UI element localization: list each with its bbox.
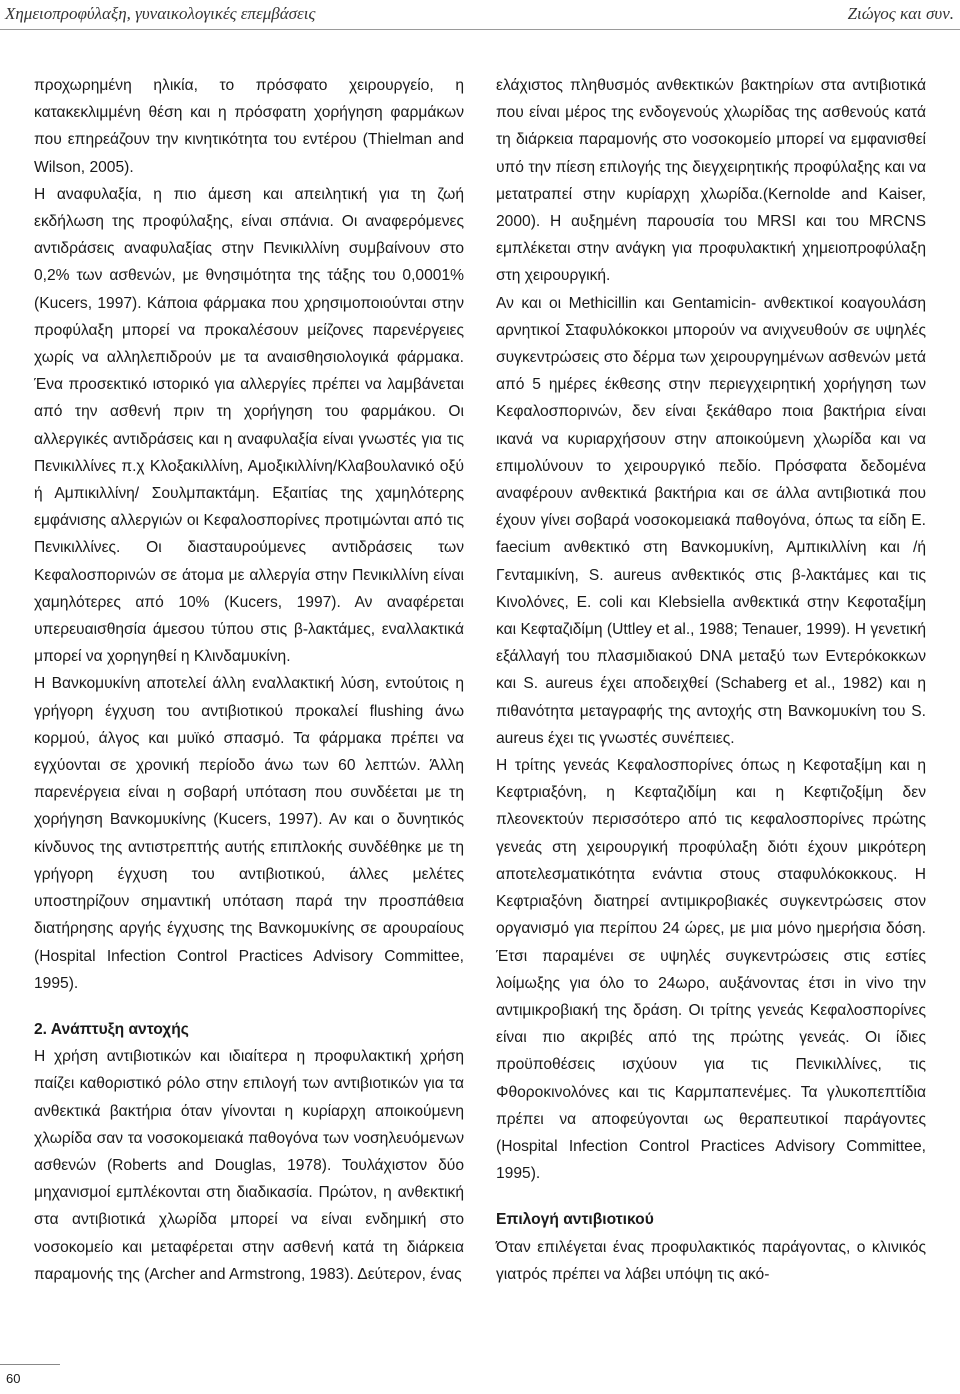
left-paragraph-3: Η Βανκομυκίνη αποτελεί άλλη εναλλακτική λύση, εντούτοις η γρήγορη έγχυση του αντιβιοτικού προκαλεί flushing άνω κορμού, άλγος και μυϊκό σπασμό. Τα φάρμακα πρέπει να εγχύονται σε χρονική περίοδο άνω των 60 λεπτών. Άλλη παρενέργεια είναι η σοβαρή υπόταση που συνδέεται με τη χορήγηση Βανκομυκίνης (Kucers, 1997). Αν και ο δυνητικός κίνδυνος της αντιστρεπτής αυτής επιπλοκής συνδέθηκε με τη γρήγορη έγχυση του αντιβιοτικού, άλλες μελέτες υποστηρίζουν σημαντική υπόταση παρά την προσπάθεια διατήρησης αργής έγχυσης της Βανκομυκίνης σε αρουραίους (Hospital Infection Control Practices Advisory Committee, 1995). xyxy=(34,675,464,992)
header-rule xyxy=(0,29,960,30)
right-paragraph-2: Αν και οι Methicillin και Gentamicin- ανθεκτικοί κοαγουλάση αρνητικοί Σταφυλόκοκκοι μπορούν να ανιχνευθούν σε υψηλές συγκεντρώσεις στο δέρμα των χειρουργημένων ασθενών μετά από 5 ημέρες έκθεσης στην περιεγχειρητική χορήγηση των Κεφαλοσπορινών, δεν είναι ξεκάθαρο ποια βακτήρια είναι ικανά να κυριαρχήσουν στην αποικούμενη χλωρίδα και να επιμολύνουν το χειρουργικό πεδίο. Πρόσφατα δεδομένα αναφέρουν ανθεκτικά βακτήρια και σε άλλα αντιβιοτικά που έχουν γίνει σοβαρά νοσοκομειακά παθογόνα, όπως τα είδη E. faecium ανθεκτικό στη Βανκομυκίνη, Αμπικιλλίνη και /ή Γενταμικίνη, S. aureus ανθεκτικός στις β-λακτάμες και τις Κινολόνες, E. coli και Klebsiella ανθεκτικά στην Κεφοταξίμη και Κεφταζιδίμη (Uttley et al., 1988; Tenauer, 1999). Η γενετική εξάλλαγή του πλασμιδιακού DNA μεταξύ των Εντερόκοκκων και S. aureus έχει αποδειχθεί (Schaberg et al., 1982) και η πιθανότητα μεταγραφής της αντοχής στη Βανκομυκίνη του S. aureus έχει τις γνωστές συνέπειες. xyxy=(496,294,926,747)
running-header xyxy=(0,0,960,30)
right-paragraph-3: Η τρίτης γενεάς Κεφαλοσπορίνες όπως η Κεφοταξίμη και η Κεφτριαξόνη, η Κεφταζιδίμη και η Κεφτιζοξίμη δεν πλεονεκτούν περισσότερο από τις κεφαλοσπορίνες πρώτης γενεάς στη χειρουργική προφύλαξη διότι έχουν μικρότερη αποτελεσματικότητα ενάντια στους σταφυλόκοκκους. Η Κεφτριαξόνη διατηρεί αντιμικροβιακές συγκεντρώσεις στον οργανισμό για περίπου 24 ώρες, με μια μόνο ημερήσια δόση. Έτσι παραμένει σε υψηλές συγκεντρώσεις στις εστίες λοίμωξης για όλο το 24ωρο, αυξάνοντας έτσι in vivo την αντιμικροβιακή της δράση. Οι τρίτης γενεάς Κεφαλοσπορίνες είναι πιο ακριβές από της πρώτης γενεάς. Οι ίδιες προϋποθέσεις ισχύουν για τις Πενικιλλίνες, τις Φθοροκινολόνες και τις Καρμπαπενέμες. Τα γλυκοπεπτίδια πρέπει να αποφεύγονται ως θεραπευτικοί παράγοντες (Hospital Infection Control Practices Advisory Committee, 1995). xyxy=(496,757,926,1183)
right-paragraph-1: ελάχιστος πληθυσμός ανθεκτικών βακτηρίων στα αντιβιοτικά που είναι μέρος της ενδογενούς χλωρίδας της ασθενούς κατά τη διάρκεια παραμονής στο νοσοκομείο μπορεί να εμφανισθεί υπό την πίεση επιλογής της διεγχειρητικής προφύλαξης και να μετατραπεί στην κυρίαρχη χλωρίδα.(Kernolde and Kaiser, 2000). Η αυξημένη παρουσία του MRSI και του MRCNS εμπλέκεται στην ανάγκη για προφυλακτική χημειοπροφύλαξη στη χειρουργική. xyxy=(496,77,926,285)
left-paragraph-1: προχωρημένη ηλικία, το πρόσφατο χειρουργείο, η κατακεκλιμμένη θέση και η πρόσφατη χορήγηση φαρμάκων που επηρεάζουν την κινητικότητα του εντέρου (Thielman and Wilson, 2005). xyxy=(34,77,464,176)
running-title: Χημειοπροφύλαξη, γυναικολογικές επεμβάσεις xyxy=(5,4,316,23)
right-column xyxy=(496,72,926,1288)
section-heading-antibiotic-choice: Επιλογή αντιβιοτικού xyxy=(496,1211,654,1229)
left-column xyxy=(34,72,464,1288)
section-heading-resistance: 2. Ανάπτυξη αντοχής xyxy=(34,1020,189,1038)
section-gap xyxy=(496,1187,926,1206)
right-paragraph-4: Όταν επιλέγεται ένας προφυλακτικός παράγοντας, ο κλινικός γιατρός πρέπει να λάβει υπόψη τις ακό- xyxy=(496,1238,926,1283)
running-authors: Ζιώγος και συν. xyxy=(847,4,954,23)
section-gap xyxy=(34,997,464,1016)
page-number: 60 xyxy=(0,1364,60,1394)
left-paragraph-4: Η χρήση αντιβιοτικών και ιδιαίτερα η προφυλακτική χρήση παίζει καθοριστικό ρόλο στην επιλογή των αντιβιοτικών για τα ανθεκτικά βακτήρια όταν γίνονται η κυρίαρχη αποικούμενη χλωρίδα σαν τα νοσοκομειακά παθογόνα των νοσηλευόμενων ασθενών (Roberts and Douglas, 1978). Τουλάχιστον δύο μηχανισμοί εμπλέκονται στη διαδικασία. Πρώτον, η ανθεκτική στα αντιβιοτικά χλωρίδα μπορεί να είναι ενδημική στο νοσοκομείο και μεταφέρεται στην ασθενή κατά τη διάρκεια παραμονής της (Archer and Armstrong, 1983). Δεύτερον, ένας xyxy=(34,1048,464,1283)
left-paragraph-2: Η αναφυλαξία, η πιο άμεση και απειλητική για τη ζωή εκδήλωση της προφύλαξης, είναι σπάνια. Οι αναφερόμενες αντιδράσεις αναφυλαξίας στην Πενικιλλίνη συμβαίνουν στο 0,2% των ασθενών, με θνησιμότητα της τάξης του 0,0001% (Kucers, 1997). Κάποια φάρμακα που χρησιμοποιούνται στην προφύλαξη μπορεί να προκαλέσουν μείζονες παρενέργειες χωρίς να αλληλεπιδρούν με τα αναισθησιολογικά φάρμακα. Ένα προσεκτικό ιστορικό για αλλεργίες πρέπει να λαμβάνεται από την ασθενή πριν τη χορήγηση του φαρμάκου. Οι αλλεργικές αντιδράσεις και η αναφυλαξία είναι γνωστές για τις Πενικιλλίνες π.χ Κλοξακιλλίνη, Αμοξικιλλίνη/Κλαβουλανικό οξύ ή Αμπικιλλίνη/ Σουλμπακτάμη. Εξαιτίας της χαμηλότερης εμφάνισης αλλεργιών οι Κεφαλοσπορίνες προτιμώνται από τις Πενικιλλίνες. Οι διασταυρούμενες αντιδράσεις των Κεφαλοσπορινών σε άτομα με αλλεργία στην Πενικιλλίνη είναι χαμηλότερες από 10% (Kucers, 1997). Αν αναφέρεται υπερευαισθησία άμεσου τύπου στις β-λακτάμες, εναλλακτικά μπορεί να χορηγηθεί η Κλινδαμυκίνη. xyxy=(34,185,464,666)
